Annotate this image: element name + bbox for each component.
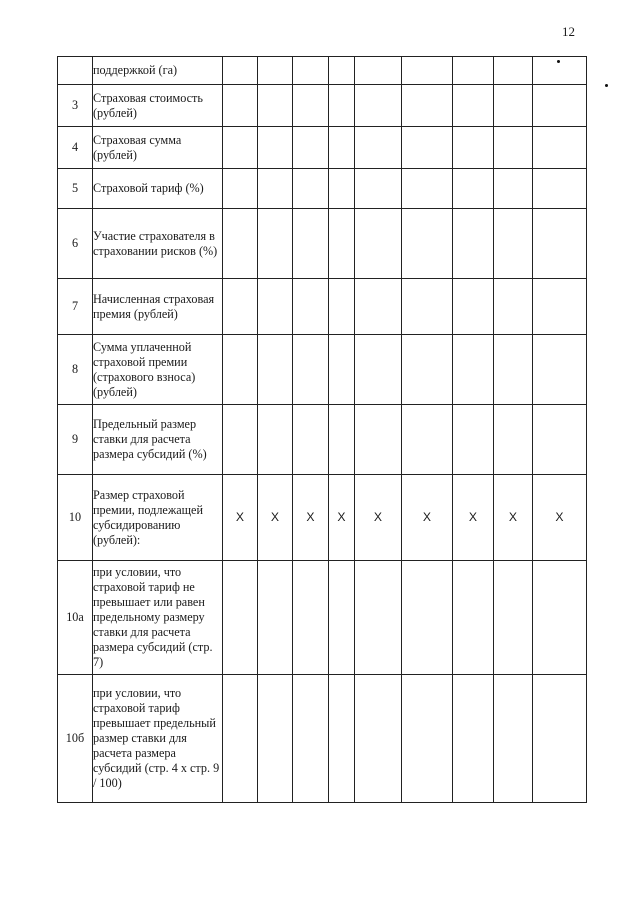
value-cell — [293, 169, 329, 209]
x-mark-cell: X — [533, 475, 587, 561]
value-cell — [223, 169, 258, 209]
value-cell — [223, 561, 258, 675]
value-cell — [258, 561, 293, 675]
value-cell — [355, 127, 402, 169]
value-cell — [329, 169, 355, 209]
row-label: при условии, что страховой тариф превышает предельный размер ставки для расчета размера субсидий (стр. 4 х стр. 9 / 100) — [93, 675, 223, 803]
value-cell — [293, 209, 329, 279]
value-cell — [223, 405, 258, 475]
table-row — [58, 85, 587, 127]
row-number: 4 — [58, 127, 93, 169]
table-body — [58, 57, 587, 803]
value-cell — [329, 279, 355, 335]
value-cell — [355, 85, 402, 127]
value-cell — [533, 405, 587, 475]
value-cell — [355, 405, 402, 475]
x-mark-cell: X — [223, 475, 258, 561]
row-number: 8 — [58, 335, 93, 405]
row-number: 10а — [58, 561, 93, 675]
value-cell — [329, 209, 355, 279]
x-mark-cell: X — [453, 475, 494, 561]
value-cell — [453, 57, 494, 85]
row-label: Страховая стоимость (рублей) — [93, 85, 223, 127]
value-cell — [533, 209, 587, 279]
value-cell — [293, 561, 329, 675]
value-cell — [494, 209, 533, 279]
value-cell — [258, 335, 293, 405]
value-cell — [329, 335, 355, 405]
value-cell — [293, 127, 329, 169]
value-cell — [453, 127, 494, 169]
row-number: 10б — [58, 675, 93, 803]
value-cell — [258, 127, 293, 169]
value-cell — [453, 85, 494, 127]
table-row — [58, 127, 587, 169]
value-cell — [258, 85, 293, 127]
value-cell — [223, 279, 258, 335]
row-label: поддержкой (га) — [93, 57, 223, 85]
table-row — [58, 169, 587, 209]
value-cell — [329, 405, 355, 475]
value-cell — [223, 675, 258, 803]
value-cell — [293, 57, 329, 85]
value-cell — [223, 127, 258, 169]
value-cell — [402, 85, 453, 127]
value-cell — [402, 209, 453, 279]
value-cell — [494, 57, 533, 85]
value-cell — [329, 127, 355, 169]
x-mark-cell: X — [355, 475, 402, 561]
value-cell — [258, 675, 293, 803]
value-cell — [453, 405, 494, 475]
value-cell — [223, 85, 258, 127]
x-mark-cell: X — [329, 475, 355, 561]
row-label: Размер страховой премии, подлежащей субсидированию (рублей): — [93, 475, 223, 561]
value-cell — [402, 57, 453, 85]
row-label: Страховая сумма (рублей) — [93, 127, 223, 169]
value-cell — [453, 209, 494, 279]
value-cell — [453, 279, 494, 335]
value-cell — [494, 335, 533, 405]
row-label: Сумма уплаченной страховой премии (страхового взноса) (рублей) — [93, 335, 223, 405]
row-label: Страховой тариф (%) — [93, 169, 223, 209]
value-cell — [402, 169, 453, 209]
value-cell — [355, 169, 402, 209]
row-label: Предельный размер ставки для расчета размера субсидий (%) — [93, 405, 223, 475]
value-cell — [258, 57, 293, 85]
value-cell — [402, 279, 453, 335]
row-number: 9 — [58, 405, 93, 475]
value-cell — [329, 57, 355, 85]
row-number: 5 — [58, 169, 93, 209]
value-cell — [533, 335, 587, 405]
value-cell — [293, 85, 329, 127]
value-cell — [329, 675, 355, 803]
value-cell — [258, 405, 293, 475]
table-row — [58, 675, 587, 803]
value-cell — [533, 57, 587, 85]
value-cell — [355, 561, 402, 675]
value-cell — [329, 85, 355, 127]
value-cell — [533, 675, 587, 803]
row-number: 6 — [58, 209, 93, 279]
table-row — [58, 561, 587, 675]
value-cell — [402, 127, 453, 169]
row-label: Участие страхователя в страховании рисков (%) — [93, 209, 223, 279]
value-cell — [494, 675, 533, 803]
row-number: 3 — [58, 85, 93, 127]
row-number: 10 — [58, 475, 93, 561]
value-cell — [223, 209, 258, 279]
row-number: 7 — [58, 279, 93, 335]
value-cell — [258, 279, 293, 335]
value-cell — [402, 405, 453, 475]
x-mark-cell: X — [258, 475, 293, 561]
page-number: 12 — [562, 24, 575, 39]
value-cell — [533, 561, 587, 675]
value-cell — [355, 209, 402, 279]
value-cell — [494, 85, 533, 127]
value-cell — [494, 127, 533, 169]
value-cell — [533, 279, 587, 335]
table-row — [58, 475, 587, 561]
value-cell — [402, 675, 453, 803]
value-cell — [293, 405, 329, 475]
value-cell — [453, 335, 494, 405]
value-cell — [355, 335, 402, 405]
value-cell — [293, 335, 329, 405]
value-cell — [355, 57, 402, 85]
value-cell — [402, 561, 453, 675]
value-cell — [453, 169, 494, 209]
scan-speck — [605, 84, 608, 87]
value-cell — [355, 675, 402, 803]
value-cell — [453, 561, 494, 675]
value-cell — [329, 561, 355, 675]
value-cell — [258, 209, 293, 279]
value-cell — [223, 335, 258, 405]
value-cell — [355, 279, 402, 335]
value-cell — [258, 169, 293, 209]
value-cell — [494, 169, 533, 209]
value-cell — [293, 675, 329, 803]
value-cell — [223, 57, 258, 85]
value-cell — [494, 279, 533, 335]
row-label: при условии, что страховой тариф не превышает или равен предельному размеру ставки для расчета размера субсидий (стр. 7) — [93, 561, 223, 675]
x-mark-cell: X — [494, 475, 533, 561]
row-number — [58, 57, 93, 85]
row-label: Начисленная страховая премия (рублей) — [93, 279, 223, 335]
table-row — [58, 209, 587, 279]
value-cell — [533, 127, 587, 169]
value-cell — [494, 561, 533, 675]
value-cell — [494, 405, 533, 475]
table-row — [58, 335, 587, 405]
x-mark-cell: X — [402, 475, 453, 561]
table-row — [58, 57, 587, 85]
value-cell — [453, 675, 494, 803]
value-cell — [293, 279, 329, 335]
table-row — [58, 279, 587, 335]
report-table — [57, 56, 587, 803]
value-cell — [533, 169, 587, 209]
value-cell — [533, 85, 587, 127]
value-cell — [402, 335, 453, 405]
table-row — [58, 405, 587, 475]
x-mark-cell: X — [293, 475, 329, 561]
